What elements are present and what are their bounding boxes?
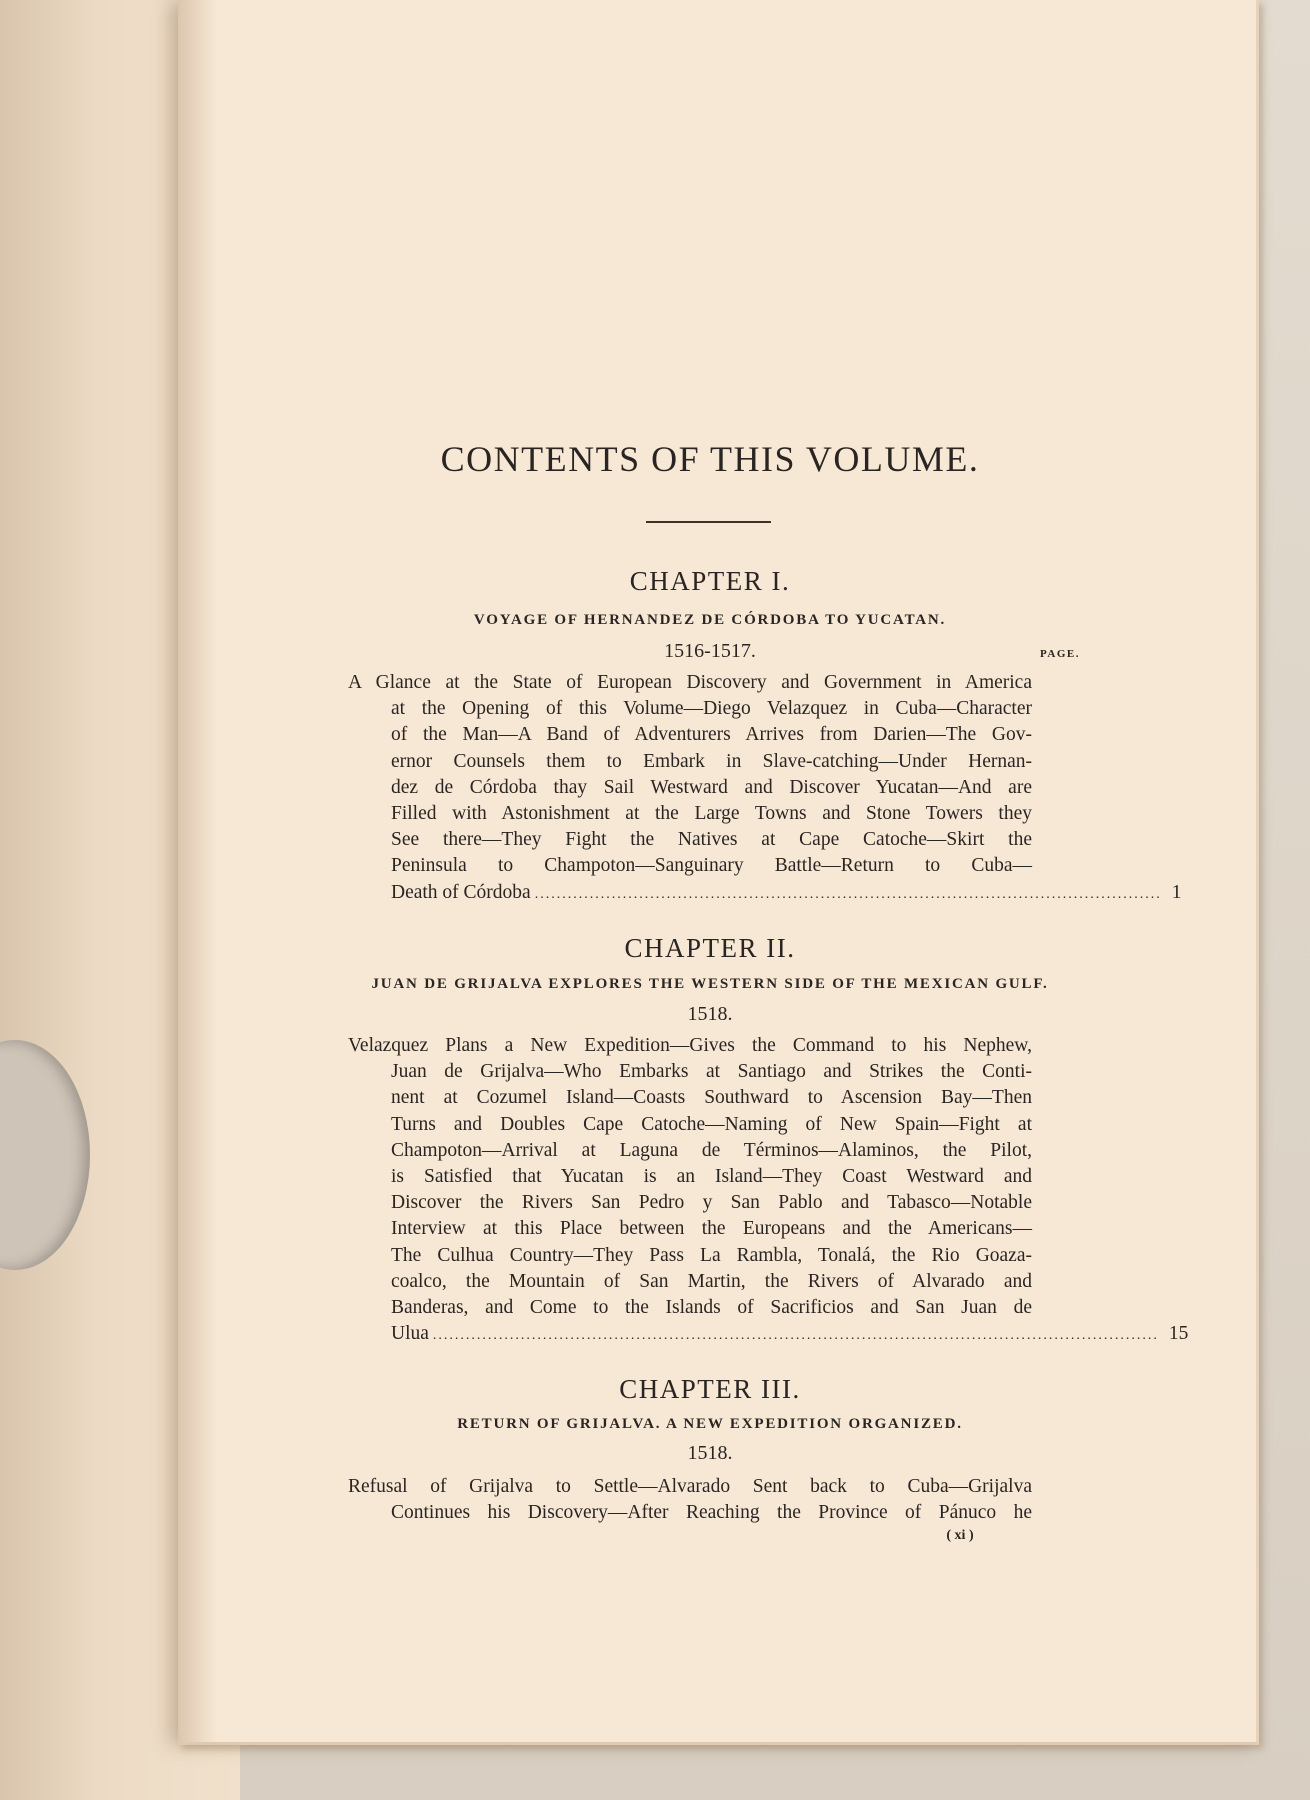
summary-line: Interview at this Place between the Europeans and the Americans— — [391, 1218, 1032, 1240]
chapter-3-heading: CHAPTER III. — [619, 1374, 801, 1404]
summary-line-end: Death of Córdoba — [391, 881, 531, 903]
summary-line: coalco, the Mountain of San Martin, the Rivers of Alvarado and — [391, 1270, 1032, 1292]
summary-last-line — [348, 1321, 1189, 1347]
chapter-1-subtitle: VOYAGE OF HERNANDEZ DE CÓRDOBA TO YUCATAN. — [473, 612, 947, 628]
summary-line: nent at Cozumel Island—Coasts Southward to Ascension Bay—Then — [391, 1087, 1032, 1109]
summary-line: dez de Córdoba thay Sail Westward and Discover Yucatan—And are — [391, 776, 1032, 798]
summary-last-line — [348, 880, 1182, 906]
dot-leader: .................................................................................................................. — [534, 886, 1162, 902]
summary-line: Velazquez Plans a New Expedition—Gives the Command to his Nephew, — [348, 1035, 1032, 1056]
summary-line: The Culhua Country—They Pass La Rambla, Tonalá, the Rio Goaza- — [391, 1244, 1032, 1266]
summary-line: Juan de Grijalva—Who Embarks at Santiago and Strikes the Conti- — [391, 1061, 1032, 1083]
chapter-1-page-number: 1 — [1171, 881, 1182, 903]
summary-line: Continues his Discovery—After Reaching the Province of Pánuco he — [391, 1502, 1032, 1524]
chapter-2-heading: CHAPTER II. — [624, 933, 796, 963]
chapter-2-subtitle: JUAN DE GRIJALVA EXPLORES THE WESTERN SIDE OF THE MEXICAN GULF. — [371, 976, 1049, 992]
chapter-2-page-number: 15 — [1168, 1323, 1189, 1345]
summary-line: See there—They Fight the Natives at Cape Catoche—Skirt the — [391, 829, 1032, 851]
summary-line: Turns and Doubles Cape Catoche—Naming of New Spain—Fight at — [391, 1113, 1032, 1135]
chapter-3-subtitle: RETURN OF GRIJALVA. A NEW EXPEDITION ORGANIZED. — [457, 1416, 963, 1432]
summary-line: at the Opening of this Volume—Diego Velazquez in Cuba—Character — [391, 698, 1032, 720]
summary-line: is Satisfied that Yucatan is an Island—They Coast Westward and — [391, 1165, 1032, 1187]
summary-line: Champoton—Arrival at Laguna de Términos—Alaminos, the Pilot, — [391, 1139, 1032, 1161]
chapter-1-summary — [348, 670, 1182, 906]
summary-line: Discover the Rivers San Pedro y San Pablo and Tabasco—Notable — [391, 1192, 1032, 1214]
summary-line: Banderas, and Come to the Islands of Sacrificios and San Juan de — [391, 1296, 1032, 1318]
chapter-3-summary — [348, 1474, 1074, 1526]
gutter-shadow — [178, 0, 218, 1742]
summary-line: ernor Counsels them to Embark in Slave-catching—Under Hernan- — [391, 750, 1032, 772]
chapter-1-heading: CHAPTER I. — [629, 566, 791, 596]
title-rule — [646, 521, 771, 523]
page-title: CONTENTS OF THIS VOLUME. — [440, 439, 980, 479]
chapter-2-years: 1518. — [687, 1003, 733, 1025]
summary-line: Refusal of Grijalva to Settle—Alvarado Sent back to Cuba—Grijalva — [348, 1476, 1032, 1497]
summary-line: Peninsula to Champoton—Sanguinary Battle—Return to Cuba— — [391, 855, 1032, 877]
summary-line: A Glance at the State of European Discovery and Government in America — [348, 672, 1032, 693]
chapter-1-years: 1516-1517. — [664, 640, 756, 662]
chapter-3-years: 1518. — [687, 1442, 733, 1464]
chapter-2-summary — [348, 1033, 1189, 1347]
summary-line: of the Man—A Band of Adventurers Arrives from Darien—The Gov- — [391, 724, 1032, 746]
page-column-label: PAGE. — [1040, 648, 1080, 660]
summary-line: Filled with Astonishment at the Large Towns and Stone Towers they — [391, 802, 1032, 824]
dot-leader: .................................................................................................................................... — [432, 1328, 1159, 1344]
summary-line-end: Ulua — [391, 1323, 429, 1345]
page-folio: ( xi ) — [946, 1528, 974, 1543]
